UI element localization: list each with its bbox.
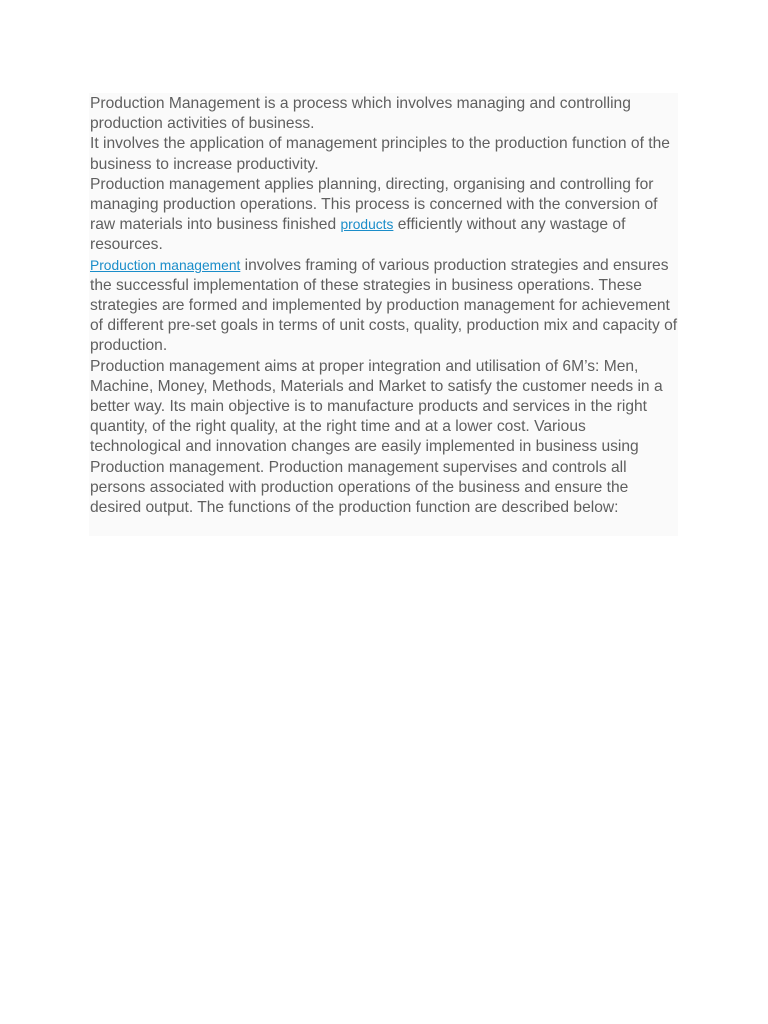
paragraph-planning-text-end: efficiently without any wastage of resources.: [90, 216, 626, 254]
paragraph-strategies: [90, 256, 678, 357]
paragraph-6ms: Production management aims at proper integration and utilisation of 6M’s: Men, Machine, Money, Methods, Materials and Market to satisfy the customer needs in a better way. Its main objective is to manufacture products and services in the right quantity, of the right quality, at the right time and at a lower cost. Various technological and innovation changes are easily implemented in business using Production management. Production management supervises and controls all persons associated with production operations of the business and ensure the desired output. The functions of the production function are described below:: [90, 357, 663, 517]
production-management-link[interactable]: Production management: [90, 257, 241, 273]
document-text-block: [89, 93, 678, 536]
paragraph-strategies-text: involves framing of various production strategies and ensures the successful implementation of these strategies in business operations. These strategies are formed and implemented by production management for achievement of different pre-set goals in terms of unit costs, quality, production mix and capacity of production.: [90, 256, 678, 355]
paragraph-intro: Production Management is a process which involves managing and controlling production activities of business.: [90, 95, 631, 133]
paragraph-planning: [90, 175, 678, 256]
paragraph-planning-text: Production management applies planning, directing, organising and controlling for managing production operations. This process is concerned with the conversion of raw materials into business finished: [90, 175, 658, 234]
paragraph-application: It involves the application of management principles to the production function of the business to increase productivity.: [90, 135, 670, 173]
products-link[interactable]: products: [340, 217, 394, 233]
